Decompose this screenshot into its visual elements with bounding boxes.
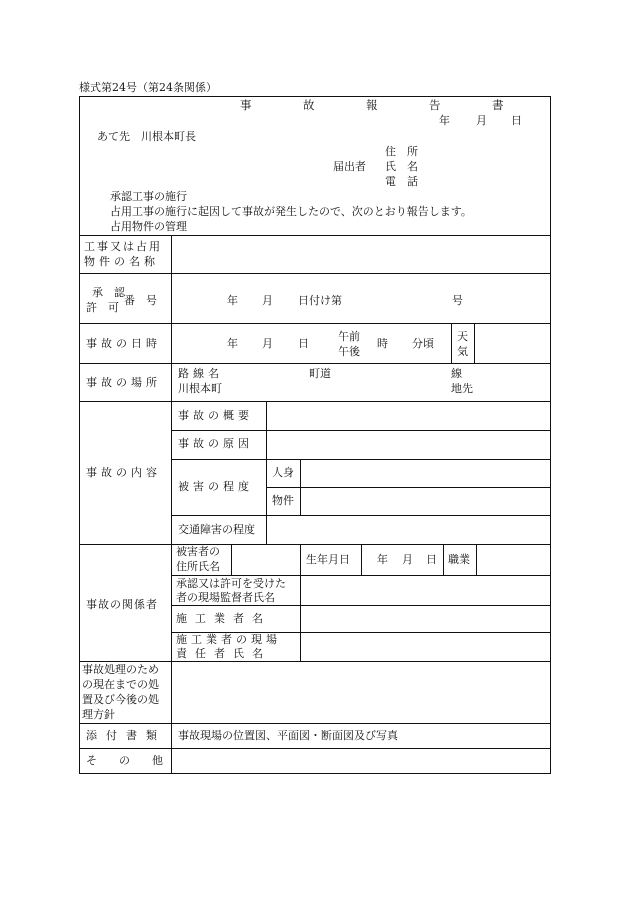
content-label: 事故の内容 xyxy=(86,466,161,479)
weather-field[interactable] xyxy=(475,324,550,363)
permit-number-suffix: 号 xyxy=(452,294,463,307)
permit-label-number: 番 号 xyxy=(124,294,157,307)
cause-label: 事故の原因 xyxy=(178,437,253,450)
occupation-label: 職業 xyxy=(448,553,470,566)
birth-year-label: 年 xyxy=(377,553,388,566)
contractor-label: 施工業者名 xyxy=(176,612,271,625)
datetime-label: 事故の日時 xyxy=(86,337,161,350)
town-label: 川根本町 xyxy=(178,382,222,395)
birth-day-label: 日 xyxy=(426,553,437,566)
damage-person-field[interactable] xyxy=(301,460,550,487)
contractor-field[interactable] xyxy=(301,606,550,632)
other-field[interactable] xyxy=(172,749,550,773)
row-divider xyxy=(79,723,551,724)
form-number: 様式第24号（第24条関係） xyxy=(79,81,217,94)
form-title: 事 故 報 告 書 xyxy=(240,98,524,112)
datetime-month-label: 月 xyxy=(262,337,273,350)
reporter-address-label: 住 所 xyxy=(385,145,418,158)
summary-label: 事故の概要 xyxy=(178,409,253,422)
statement-approval: 承認工事の施行 xyxy=(110,190,187,203)
traffic-field[interactable] xyxy=(267,516,550,544)
site-manager-field[interactable] xyxy=(301,633,550,661)
place-field[interactable] xyxy=(240,364,440,400)
birthdate-label: 生年月日 xyxy=(306,553,350,566)
reporter-phone-label: 電 話 xyxy=(385,175,418,188)
header-year-label: 年 xyxy=(439,114,450,127)
damage-property-label: 物件 xyxy=(272,494,294,507)
datetime-am-label: 午前 xyxy=(338,330,360,343)
work-name-label-2: 物件の名称 xyxy=(84,255,159,268)
other-label: その他 xyxy=(86,754,185,767)
datetime-day-label: 日 xyxy=(298,337,309,350)
work-name-label-1: 工事又は占用 xyxy=(84,240,162,253)
permit-number-field[interactable] xyxy=(172,274,550,323)
address-suffix-label: 地先 xyxy=(451,382,473,395)
cause-field[interactable] xyxy=(267,431,550,459)
supervisor-field[interactable] xyxy=(301,576,550,605)
datetime-hour-label: 時 xyxy=(377,337,388,350)
permit-month-label: 月 xyxy=(262,294,273,307)
weather-label-2: 気 xyxy=(457,345,468,358)
occupation-field[interactable] xyxy=(477,545,550,575)
town-road-label: 町道 xyxy=(309,367,331,380)
weather-label-1: 天 xyxy=(457,330,468,343)
header-month-label: 月 xyxy=(476,114,487,127)
traffic-label: 交通障害の程度 xyxy=(178,523,255,536)
work-name-field[interactable] xyxy=(172,236,550,273)
handling-label-3: 置及び今後の処 xyxy=(82,693,159,706)
supervisor-label-2: 者の現場監督者氏名 xyxy=(176,591,275,604)
victim-field[interactable] xyxy=(232,545,300,575)
route-name-label: 路線名 xyxy=(178,367,223,380)
weather-left-divider xyxy=(451,324,452,363)
damage-person-label: 人身 xyxy=(272,466,294,479)
parties-label: 事故の関係者 xyxy=(86,598,158,611)
handling-field[interactable] xyxy=(172,662,550,723)
place-label: 事故の場所 xyxy=(86,376,161,389)
handling-label-1: 事故処理のため xyxy=(82,663,159,676)
damage-property-field[interactable] xyxy=(301,488,550,515)
supervisor-label-1: 承認又は許可を受けた xyxy=(176,577,286,590)
site-manager-label-2: 責任者氏名 xyxy=(176,647,271,660)
route-line-suffix: 線 xyxy=(451,367,462,380)
damage-label: 被害の程度 xyxy=(178,480,253,493)
occupation-left-divider xyxy=(443,545,444,575)
birthdate-divider xyxy=(361,545,362,575)
permit-label-approval: 承 認 xyxy=(92,286,125,299)
site-manager-label-1: 施工業者の現場 xyxy=(176,633,281,646)
datetime-year-label: 年 xyxy=(227,337,238,350)
statement-occupation: 占用工事の施行に起因して事故が発生したので、次のとおり報告します。 xyxy=(110,205,472,218)
birth-month-label: 月 xyxy=(402,553,413,566)
datetime-pm-label: 午後 xyxy=(338,345,360,358)
reporter-label: 届出者 xyxy=(333,160,366,173)
handling-label-4: 理方針 xyxy=(82,708,115,721)
permit-year-label: 年 xyxy=(227,294,238,307)
statement-management: 占用物件の管理 xyxy=(110,220,187,233)
attachments-value: 事故現場の位置図、平面図・断面図及び写真 xyxy=(178,729,398,742)
addressee: あて先 川根本町長 xyxy=(97,130,196,143)
victim-label-1: 被害者の xyxy=(176,545,220,558)
permit-label-permission: 許 可 xyxy=(86,301,119,314)
header-day-label: 日 xyxy=(511,114,522,127)
attachments-label: 添付書類 xyxy=(86,729,166,742)
permit-dated-label: 日付け第 xyxy=(298,294,342,307)
handling-label-2: の現在までの処 xyxy=(82,678,159,691)
reporter-name-label: 氏 名 xyxy=(385,160,418,173)
victim-label-2: 住所氏名 xyxy=(176,560,220,573)
datetime-minute-label: 分頃 xyxy=(412,337,434,350)
summary-field[interactable] xyxy=(267,402,550,430)
